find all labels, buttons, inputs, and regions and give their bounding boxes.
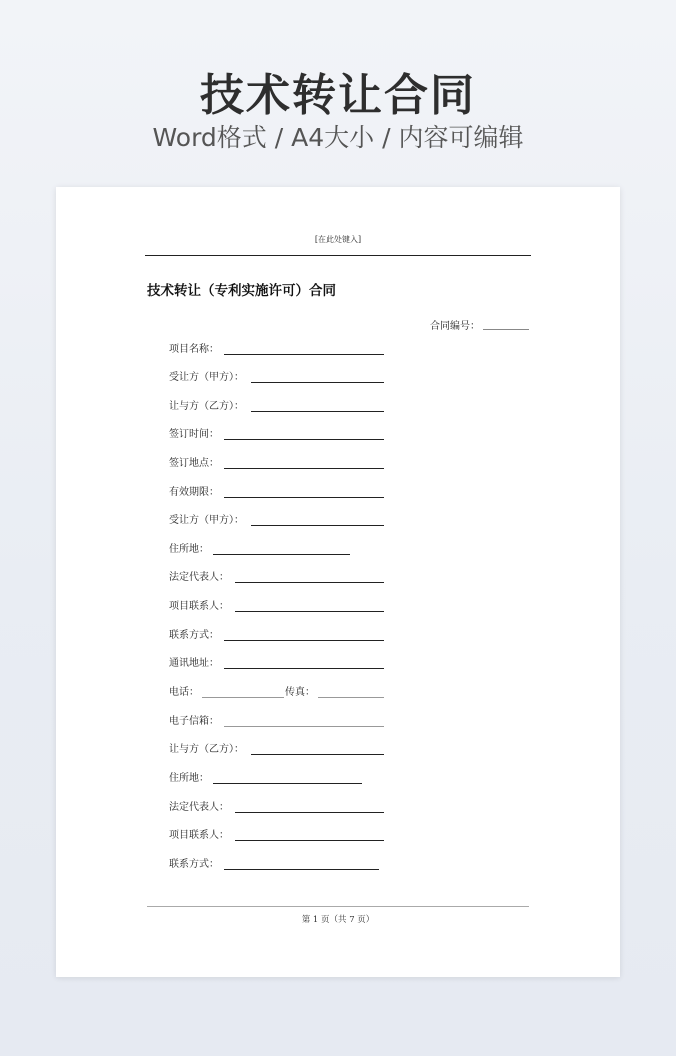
field-label: 联系方式：: [169, 859, 219, 870]
field-project-name: [169, 342, 385, 358]
field-label: 电话：: [169, 687, 199, 698]
field-blank[interactable]: [235, 800, 384, 813]
field-label: 签订地点：: [169, 458, 219, 469]
field-address: [169, 542, 385, 558]
field-project-contact: [169, 599, 385, 615]
field-label: 受让方（甲方）：: [169, 515, 244, 526]
field-blank[interactable]: [251, 513, 384, 526]
field-label: 受让方（甲方）：: [169, 372, 244, 383]
field-contact-method: [169, 628, 385, 644]
field-validity: [169, 485, 385, 501]
field-label: 让与方（乙方）：: [169, 401, 244, 412]
field-blank[interactable]: [235, 828, 384, 841]
contract-number: [430, 317, 529, 332]
field-blank[interactable]: [224, 456, 384, 469]
fax-label: 传真：: [285, 687, 315, 698]
field-blank[interactable]: [213, 771, 362, 784]
field-transferor: [169, 399, 385, 415]
document-page: [56, 187, 620, 977]
field-contact-method-2: [169, 857, 385, 873]
field-transferee: [169, 370, 385, 386]
field-label: 签订时间：: [169, 429, 219, 440]
header-divider: [145, 255, 531, 256]
field-signing-time: [169, 427, 385, 443]
contract-number-blank[interactable]: [483, 319, 529, 330]
field-label: 联系方式：: [169, 630, 219, 641]
document-title: 技术转让（专利实施许可）合同: [147, 283, 336, 299]
field-blank[interactable]: [224, 714, 384, 727]
field-blank[interactable]: [251, 370, 384, 383]
footer-divider: [147, 906, 529, 907]
banner-title: 技术转让合同: [200, 70, 476, 121]
field-blank[interactable]: [235, 570, 384, 583]
page-number: 第 1 页（共 7 页）: [301, 915, 375, 925]
field-label: 住所地：: [169, 773, 209, 784]
field-transferee-party: [169, 513, 385, 529]
field-blank[interactable]: [224, 628, 384, 641]
field-blank[interactable]: [251, 399, 384, 412]
contract-number-label: 合同编号：: [430, 321, 480, 332]
field-label: 有效期限：: [169, 487, 219, 498]
field-label: 项目名称：: [169, 344, 219, 355]
field-label: 通讯地址：: [169, 658, 219, 669]
field-blank[interactable]: [224, 857, 379, 870]
field-project-contact-2: [169, 828, 385, 844]
banner-subtitle: Word格式 / A4大小 / 内容可编辑: [152, 123, 524, 152]
field-signing-place: [169, 456, 385, 472]
header-placeholder[interactable]: [在此处键入]: [314, 235, 362, 244]
field-label: 项目联系人：: [169, 601, 229, 612]
field-label: 项目联系人：: [169, 830, 229, 841]
field-address-2: [169, 771, 385, 787]
field-label: 电子信箱：: [169, 716, 219, 727]
field-transferor-party: [169, 742, 385, 758]
field-legal-rep-2: [169, 800, 385, 816]
field-label: 住所地：: [169, 544, 209, 555]
fax-blank[interactable]: [318, 685, 384, 698]
field-blank[interactable]: [224, 656, 384, 669]
field-mailing-address: [169, 656, 385, 672]
field-blank[interactable]: [213, 542, 350, 555]
field-blank[interactable]: [251, 742, 384, 755]
field-blank[interactable]: [224, 342, 384, 355]
phone-blank[interactable]: [202, 685, 284, 698]
field-label: 让与方（乙方）：: [169, 744, 244, 755]
field-blank[interactable]: [224, 485, 384, 498]
field-blank[interactable]: [224, 427, 384, 440]
field-blank[interactable]: [235, 599, 384, 612]
field-email: [169, 714, 385, 730]
field-phone-fax: [169, 685, 385, 701]
field-label: 法定代表人：: [169, 802, 229, 813]
field-label: 法定代表人：: [169, 572, 229, 583]
field-legal-rep: [169, 570, 385, 586]
